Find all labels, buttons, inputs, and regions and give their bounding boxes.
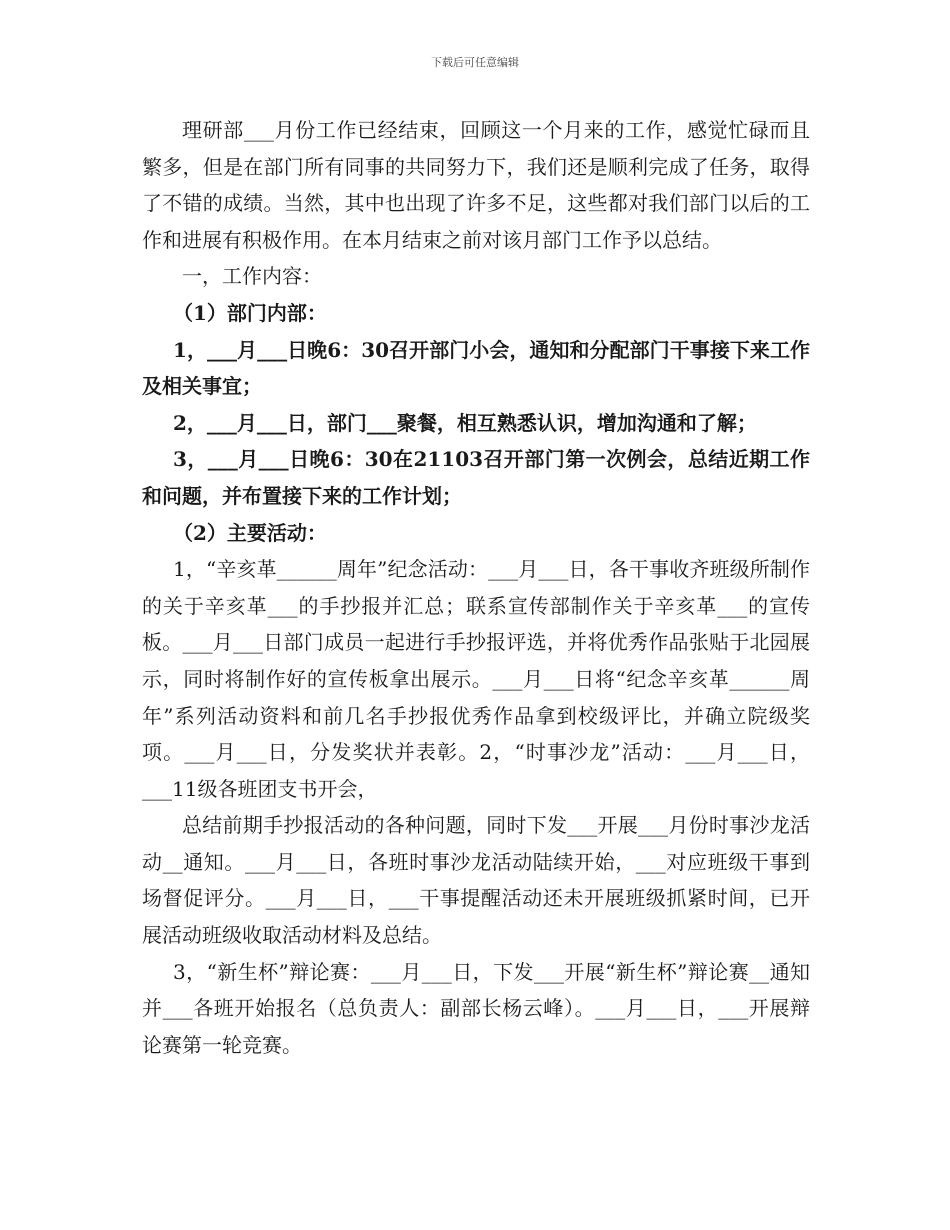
internal-item-1: 1，___月___日晚6：30召开部门小会，通知和分配部门干事接下来工作及相关事宜； — [142, 337, 810, 399]
page-header: 下载后可任意编辑 — [431, 56, 519, 69]
internal-item-3: 3，___月___日晚6：30在21103召开部门第一次例会，总结近期工作和问题，并布置接下来的工作计划； — [142, 447, 810, 508]
document-body — [142, 112, 810, 1063]
subsection-heading-internal: （1）部门内部： — [173, 300, 327, 325]
intro-paragraph: 理研部___月份工作已经结束，回顾这一个月来的工作，感觉忙碌而且繁多，但是在部门所有同事的共同努力下，我们还是顺利完成了任务，取得了不错的成绩。当然，其中也出现了许多不足，这些都对我们部门以后的工作和进展有积极作用。在本月结束之前对该月部门工作予以总结。 — [142, 118, 810, 252]
activity-item-3: 3，“新生杯”辩论赛：___月___日，下发___开展“新生杯”辩论赛__通知并___各班开始报名（总负责人：副部长杨云峰）。___月___日，___开展辩论赛第一轮竞赛。 — [142, 959, 810, 1057]
subsection-heading-activities: （2）主要活动： — [173, 520, 327, 545]
activity-item-2-continued: 总结前期手抄报活动的各种问题，同时下发___开展___月份时事沙龙活动__通知。___月___日，各班时事沙龙活动陆续开始，___对应班级干事到场督促评分。___月___日，___干事提醒活动还未开展班级抓紧时间，已开展活动班级收取活动材料及总结。 — [142, 813, 810, 948]
activity-item-1: 1，“辛亥革______周年”纪念活动：___月___日，各干事收齐班级所制作的关于辛亥革___的手抄报并汇总；联系宣传部制作关于辛亥革___的宣传板。___月___日部门成员一起进行手抄报评选，并将优秀作品张贴于北园展示，同时将制作好的宣传板拿出展示。___月___日将“纪念辛亥革______周年”系列活动资料和前几名手抄报优秀作品拿到校级评比，并确立院级奖项。___月___日，分发奖状并表彰。2，“时事沙龙”活动：___月___日，___11级各班团支书开会， — [142, 557, 810, 801]
section-heading-work-content: 一，工作内容： — [182, 264, 322, 289]
internal-item-2: 2，___月___日，部门___聚餐，相互熟悉认识，增加沟通和了解； — [173, 410, 757, 435]
